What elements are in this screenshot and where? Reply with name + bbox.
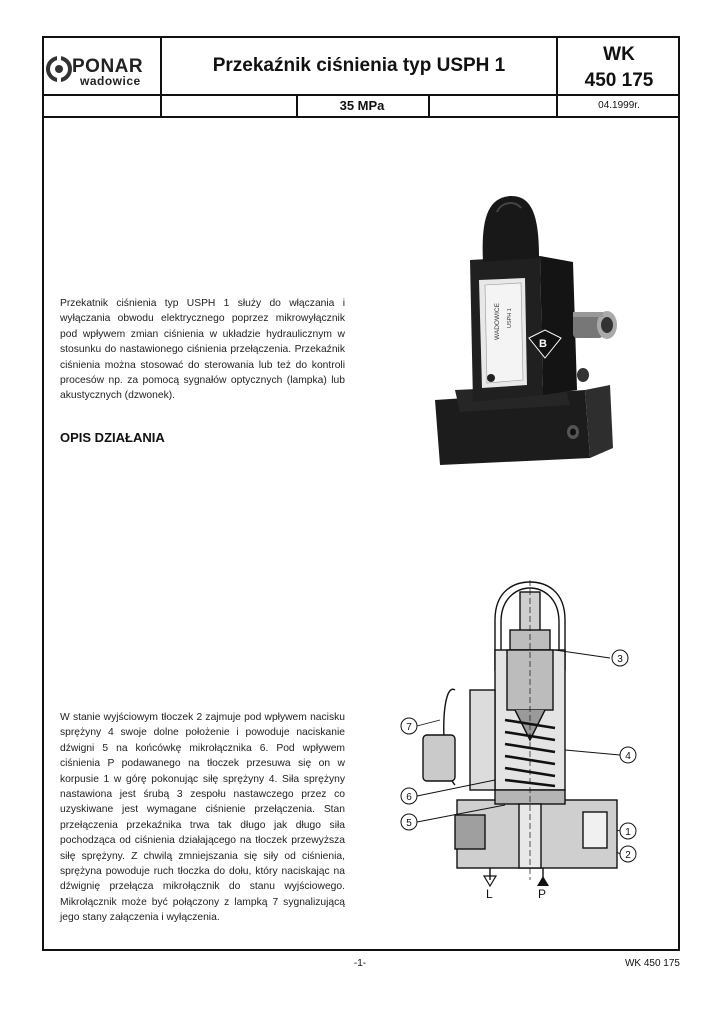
photo-label-side: WADOWICE (494, 303, 501, 340)
description-paragraph: W stanie wyjściowym tłoczek 2 zajmuje pod wpływem nacisku sprężyny 4 swoje dolne położenie i powoduje naciskanie dźwigni 5 na końcówkę mikrołącznika 6. Pod wpływem ciśnienia P podawanego na tłoczek przesuwa się on w korpusie 1 w górę pokonując siłę sprężyny 4. Siła sprężyny nastawiona jest śrubą 3 zespołu nastawczego przez co uzyskiwane jest wymagane ciśnienie przełączenia. Stan przełączenia przekaźnika trwa tak długo jak długo siła pochodząca od ciśnienia działającego na tłoczek przewyższa siłę sprężyny. Z chwilą zmniejszania się siły od ciśnienia, sprężyna powoduje ruch tłoczka do dołu, który naciskając na dźwignię przełącza mikrołącznik do stanu wyjściowego. Mikrołącznik może być połączony z lampką 7 sygnalizującą jego stany załączenia i wyłączenia. (60, 712, 345, 924)
code-divider (556, 36, 558, 118)
port-label-L: L (486, 887, 493, 900)
logo-city: wadowice (80, 74, 141, 88)
photo-label-front: USPH 1 (507, 308, 513, 328)
callout-7: 7 (406, 722, 412, 733)
page-number: -1- (353, 958, 367, 969)
callout-1: 1 (625, 827, 631, 838)
code-line-2: 450 175 (584, 70, 654, 91)
pressure-rating: 35 MPa (339, 98, 385, 113)
pressure-right-divider (428, 94, 430, 118)
callout-6: 6 (406, 792, 412, 803)
ponar-logo-icon (46, 56, 72, 82)
section-heading: OPIS DZIAŁANIA (60, 430, 165, 445)
port-label-P: P (538, 887, 547, 900)
callout-4: 4 (625, 751, 631, 762)
photo-badge: B (539, 338, 547, 350)
intro-paragraph: Przekatnik ciśnienia typ USPH 1 służy do włączania i wyłączania obwodu elektrycznego poprzez mikrowyłącznik pod wpływem zmian ciśnienia w układzie hydraulicznym w stosunku do nastawionego ciśnienia przełączenia. Przekaźnik ciśnienia można stosować do sterowania lub też do kontroli procesów np. za pomocą sygnałów optycznych (lampka) lub akustycznych (dzwonek). (60, 298, 345, 402)
company-logo (46, 52, 158, 96)
logo-brand: PONAR (72, 56, 144, 77)
cross-section-drawing (395, 580, 645, 900)
header-lower-rule (42, 116, 680, 118)
footer-code: WK 450 175 (624, 958, 680, 969)
callout-3: 3 (617, 654, 623, 665)
callout-5: 5 (406, 818, 412, 829)
document-title: Przekaźnik ciśnienia typ USPH 1 (212, 55, 506, 76)
product-photo (425, 190, 640, 470)
document-date: 04.1999r. (598, 100, 640, 111)
callout-2: 2 (625, 850, 631, 861)
code-line-1: WK (603, 44, 635, 65)
document-code (560, 38, 678, 94)
